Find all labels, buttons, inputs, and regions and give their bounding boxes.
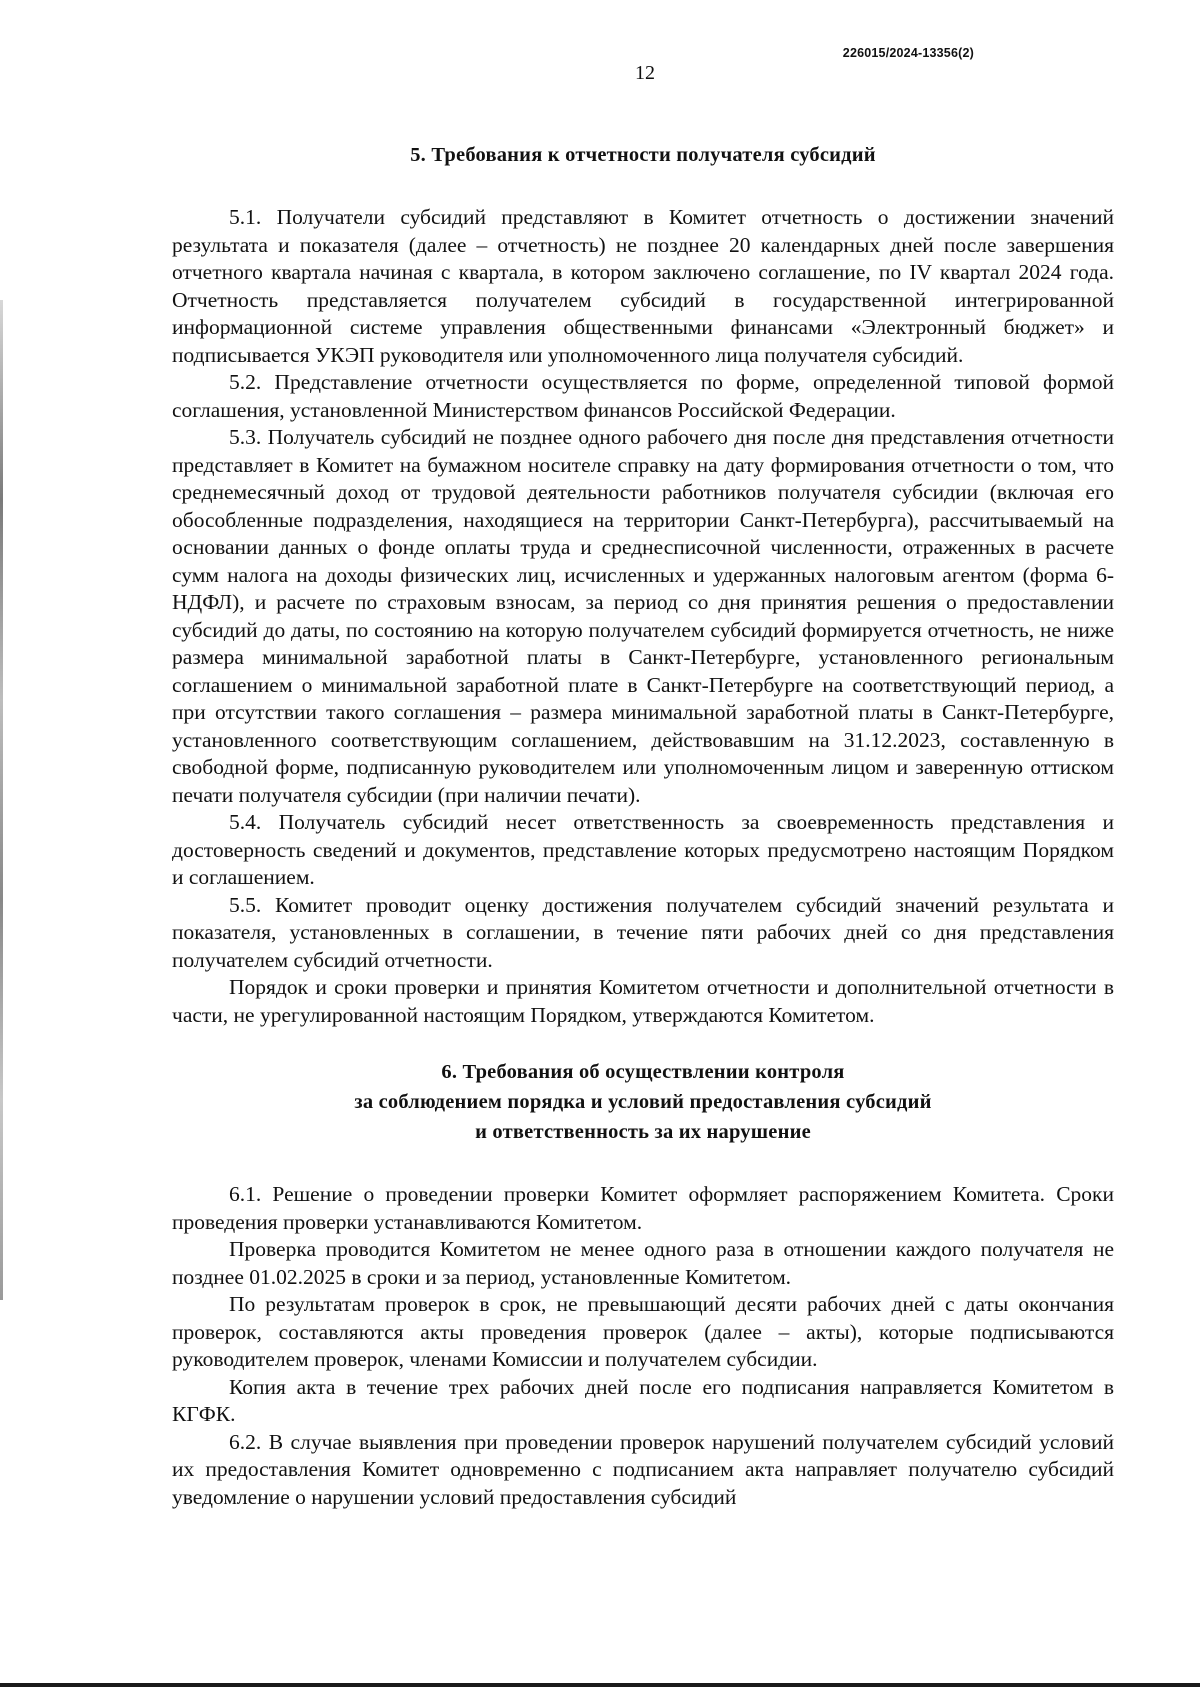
document-body xyxy=(172,140,1114,1511)
paragraph-6-1-frequency: Проверка проводится Комитетом не менее одного раза в отношении каждого получателя не позднее 01.02.2025 в сроки и за период, установленные Комитетом. xyxy=(172,1237,1114,1289)
paragraph-5-5-procedure: Порядок и сроки проверки и принятия Комитетом отчетности и дополнительной отчетности в части, не урегулированной настоящим Порядком, утверждаются Комитетом. xyxy=(172,975,1114,1027)
paragraph-5-1: 5.1. Получатели субсидий представляют в Комитет отчетность о достижении значений результата и показателя (далее – отчетность) не позднее 20 календарных дней после завершения отчетного квартала начиная с квартала, в котором заключено соглашение, по IV квартал 2024 года. Отчетность представляется получателем субсидий в государственной интегрированной информационной системе управления общественными финансами «Электронный бюджет» и подписывается УКЭП руководителя или уполномоченного лица получателя субсидий. xyxy=(172,205,1114,367)
paragraph-6-2: 6.2. В случае выявления при проведении проверок нарушений получателем субсидий условий их предоставления Комитет одновременно с подписанием акта направляет получателю субсидий уведомление о нарушении условий предоставления субсидий xyxy=(172,1429,1114,1509)
section-6-title-line: 6. Требования об осуществлении контроля xyxy=(441,1061,845,1083)
document-id: 226015/2024-13356(2) xyxy=(842,46,974,60)
paragraph-5-2: 5.2. Представление отчетности осуществляется по форме, определенной типовой формой соглашения, установленной Министерством финансов Российской Федерации. xyxy=(172,370,1114,422)
scan-edge-bottom xyxy=(0,1683,1200,1687)
paragraph-6-1: 6.1. Решение о проведении проверки Комитет оформляет распоряжением Комитета. Сроки проведения проверки устанавливаются Комитетом. xyxy=(172,1182,1114,1234)
paragraph-6-1-copy: Копия акта в течение трех рабочих дней после его подписания направляется Комитетом в КГФК. xyxy=(172,1374,1114,1426)
section-5-title: 5. Требования к отчетности получателя субсидий xyxy=(410,144,876,166)
page-number: 12 xyxy=(635,62,655,84)
paragraph-5-3: 5.3. Получатель субсидий не позднее одного рабочего дня после дня представления отчетности представляет в Комитет на бумажном носителе справку на дату формирования отчетности о том, что среднемесячный доход от трудовой деятельности работников получателя субсидии (включая его обособленные подразделения, находящиеся на территории Санкт-Петербурга), рассчитываемый на основании данных о фонде оплаты труда и среднесписочной численности, отраженных в расчете сумм налога на доходы физических лиц, исчисленных и удержанных налоговым агентом (форма 6-НДФЛ), и расчете по страховым взносам, за период со дня принятия решения о предоставлении субсидий до даты, по состоянию на которую получателем субсидий формируется отчетность, не ниже размера минимальной заработной платы в Санкт-Петербурге, установленного региональным соглашением о минимальной заработной плате в Санкт-Петербурге на соответствующий период, а при отсутствии такого соглашения – размера минимальной заработной платы в Санкт-Петербурге, установленного соответствующим соглашением, действовавшим на 31.12.2023, составленную в свободной форме, подписанную руководителем или уполномоченным лицом и заверенную оттиском печати получателя субсидии (при наличии печати). xyxy=(172,425,1114,807)
paragraph-6-1-results: По результатам проверок в срок, не превышающий десяти рабочих дней с даты окончания проверок, составляются акты проведения проверок (далее – акты), которые подписываются руководителем проверок, членами Комиссии и получателем субсидии. xyxy=(172,1292,1114,1371)
paragraph-5-5: 5.5. Комитет проводит оценку достижения получателем субсидий значений результата и показателя, установленных в соглашении, в течение пяти рабочих дней со дня представления получателем субсидий отчетности. xyxy=(172,892,1114,972)
section-6-title-line: и ответственность за их нарушение xyxy=(475,1121,811,1143)
section-6-title xyxy=(172,1057,1114,1147)
paragraph-5-4: 5.4. Получатель субсидий несет ответственность за своевременность представления и достоверность сведений и документов, представление которых предусмотрено настоящим Порядком и соглашением. xyxy=(172,810,1114,889)
scan-edge-left xyxy=(0,300,3,1300)
section-6-title-line: за соблюдением порядка и условий предоставления субсидий xyxy=(354,1091,932,1113)
